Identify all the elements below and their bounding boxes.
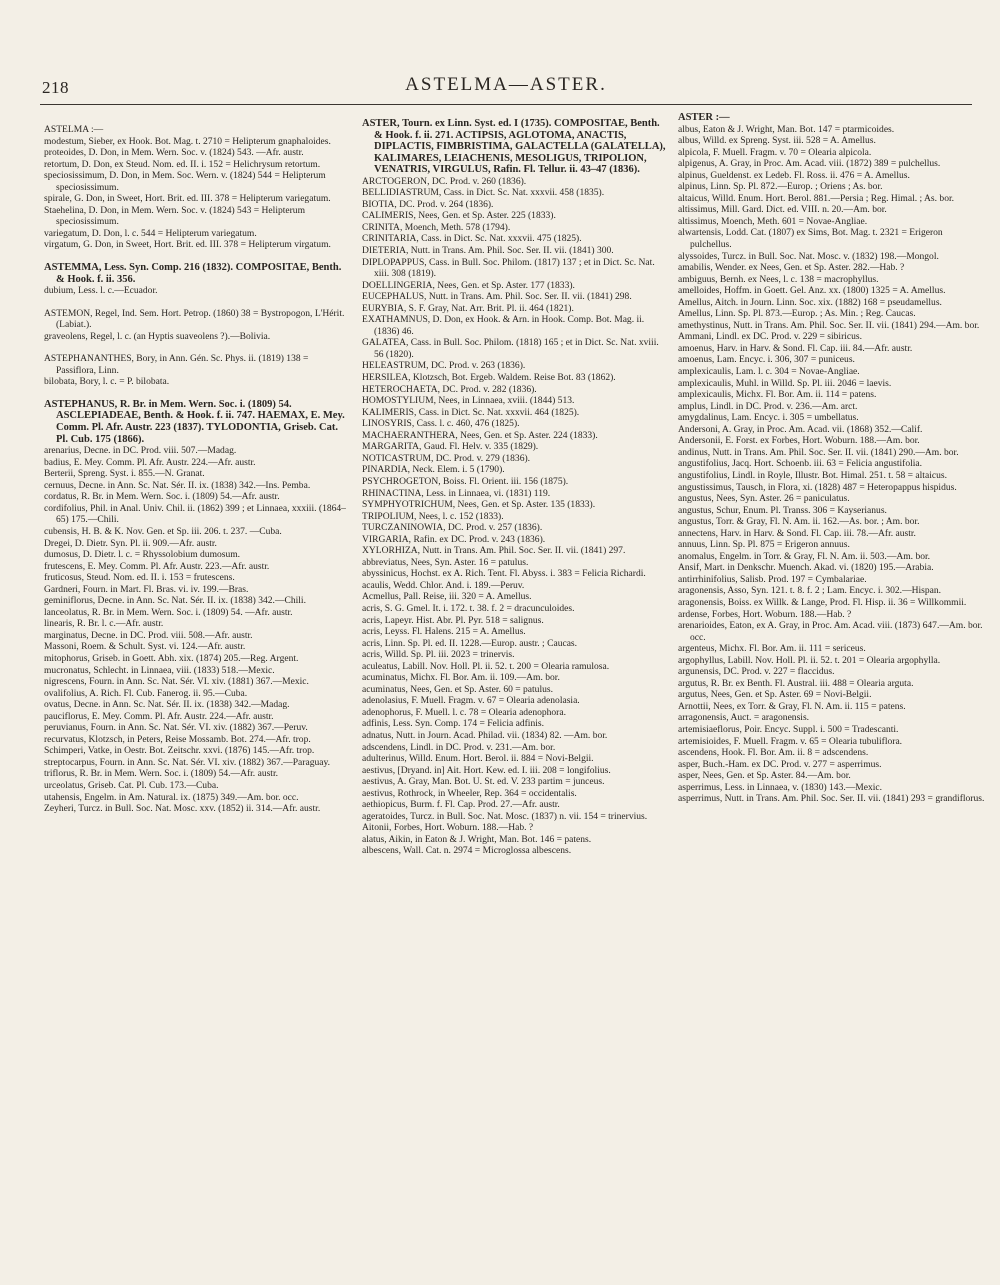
entry: RHINACTINA, Less. in Linnaea, vi. (1831) 119. [362,487,551,499]
entry: artemisiaeflorus, Poir. Encyc. Suppl. i. 500 = Tradescanti. [678,723,899,735]
entry: ascendens, Hook. Fl. Bor. Am. ii. 8 = adscendens. [678,747,869,759]
entry: aethiopicus, Burm. f. Fl. Cap. Prod. 27.—Afr. austr. [362,799,560,811]
entry: Ansif, Mart. in Denkschr. Muench. Akad. vi. (1820) 195.—Arabia. [678,562,934,574]
entry: acris, Lapeyr. Hist. Abr. Pl. Pyr. 518 = salignus. [362,614,544,626]
entry: KALIMERIS, Cass. in Dict. Sc. Nat. xxxvii. 464 (1825). [362,406,580,418]
entry: altaicus, Willd. Enum. Hort. Berol. 881.—Persia ; Reg. Himal. ; As. bor. [678,192,955,204]
entry: ambiguus, Bernh. ex Nees, l. c. 138 = macrophyllus. [678,273,879,285]
entry: ARCTOGERON, DC. Prod. v. 260 (1836). [362,175,527,187]
entry: angustus, Schur, Enum. Pl. Transs. 306 = Kayserianus. [678,504,887,516]
entry: Acmellus, Pall. Reise, iii. 320 = A. Amellus. [362,591,532,603]
entry: bilobata, Bory, l. c. = P. bilobata. [44,376,170,388]
entry: anomalus, Engelm. in Torr. & Gray, Fl. N. Am. ii. 503.—Am. bor. [678,550,931,562]
entry: Andersonii, E. Forst. ex Forbes, Hort. Woburn. 188.—Am. bor. [678,435,920,447]
entry: Zeyheri, Turcz. in Bull. Soc. Nat. Mosc. xxv. (1852) ii. 314.—Afr. austr. [44,803,321,815]
entry: amelloides, Hoffm. in Goett. Gel. Anz. xx. (1800) 1325 = A. Amellus. [678,285,946,297]
entry: Aitonii, Forbes, Hort. Woburn. 188.—Hab. ? [362,822,534,834]
entry: dumosus, D. Dietr. l. c. = Rhyssolobium dumosum. [44,549,241,561]
entry: asper, Buch.-Ham. ex DC. Prod. v. 277 = asperrimus. [678,758,882,770]
entry: retortum, D. Don, ex Steud. Nom. ed. II. i. 152 = Helichrysum retortum. [44,158,321,170]
entry: pauciflorus, E. Mey. Comm. Pl. Afr. Austr. 224.—Afr. austr. [44,710,274,722]
entry: argutus, R. Br. ex Benth. Fl. Austral. iii. 488 = Olearia arguta. [678,677,914,689]
entry: modestum, Sieber, ex Hook. Bot. Mag. t. 2710 = Helipterum gnaphaloides. [44,135,331,147]
entry: EURYBIA, S. F. Gray, Nat. Arr. Brit. Pl. ii. 464 (1821). [362,302,574,314]
entry: DIETERIA, Nutt. in Trans. Am. Phil. Soc. Ser. II. vii. (1841) 300. [362,245,614,257]
page-header [40,70,972,105]
entry: Massoni, Roem. & Schult. Syst. vi. 124.—Afr. austr. [44,641,246,653]
entry: Ammani, Lindl. ex DC. Prod. v. 229 = sibiricus. [678,331,863,343]
entry: PSYCHROGETON, Boiss. Fl. Orient. iii. 156 (1875). [362,475,569,487]
entry: angustissimus, Tausch, in Flora, xi. (1828) 487 = Heteropappus hispidus. [678,481,957,493]
entry: adulterinus, Willd. Enum. Hort. Berol. ii. 884 = Novi-Belgii. [362,753,594,765]
entry: abyssinicus, Hochst. ex A. Rich. Tent. Fl. Abyss. i. 383 = Felicia Richardi. [362,568,646,580]
entry: abbreviatus, Nees, Syn. Aster. 16 = patulus. [362,556,529,568]
entry: amabilis, Wender. ex Nees, Gen. et Sp. Aster. 282.—Hab. ? [678,262,905,274]
entry: BIOTIA, DC. Prod. v. 264 (1836). [362,198,494,210]
entry: amplexicaulis, Michx. Fl. Bor. Am. ii. 114 = patens. [678,389,877,401]
entry: artemisioides, F. Muell. Fragm. v. 65 = Olearia tubuliflora. [678,735,903,747]
running-head: ASTELMA—ASTER. [405,74,607,95]
entry: amoenus, Harv. in Harv. & Sond. Fl. Cap. iii. 84.—Afr. austr. [678,342,913,354]
entry: angustifolius, Jacq. Hort. Schoenb. iii. 63 = Felicia angustifolia. [678,458,923,470]
entry: ageratoides, Turcz. in Bull. Soc. Nat. Mosc. (1837) n. vii. 154 = trinervius. [362,810,648,822]
text-column-3 [678,112,986,1222]
paragraph-gap [44,342,350,353]
entry: GALATEA, Cass. in Bull. Soc. Philom. (1818) 165 ; et in Dict. Sc. Nat. xviii. 56 (1820). [362,337,659,360]
entry: dubium, Less. l. c.—Ecuador. [44,285,158,297]
entry: aestivus, A. Gray, Man. Bot. U. St. ed. V. 233 partim = junceus. [362,776,605,788]
entry: marginatus, Decne. in DC. Prod. viii. 508.—Afr. austr. [44,629,253,641]
entry: CRINITA, Moench, Meth. 578 (1794). [362,221,511,233]
text-column-1 [44,124,350,1234]
entry: SYMPHYOTRICHUM, Nees, Gen. et Sp. Aster. 135 (1833). [362,499,596,511]
entry: streptocarpus, Fourn. in Ann. Sc. Nat. Sér. VI. xiv. (1882) 367.—Paraguay. [44,756,331,768]
entry: CALIMERIS, Nees, Gen. et Sp. Aster. 225 (1833). [362,210,556,222]
entry: asperrimus, Less. in Linnaea, v. (1830) 143.—Mexic. [678,781,883,793]
entry: amethystinus, Nutt. in Trans. Am. Phil. Soc. Ser. II. vii. (1841) 294.—Am. bor. [678,319,980,331]
entry: EUCEPHALUS, Nutt. in Trans. Am. Phil. Soc. Ser. II. vii. (1841) 298. [362,291,632,303]
entry: asperrimus, Nutt. in Trans. Am. Phil. Soc. Ser. II. vii. (1841) 293 = grandiflorus. [678,793,985,805]
genus-heading: ASTER, Tourn. ex Linn. Syst. ed. I (1735). COMPOSITAE, Benth. & Hook. f. ii. 271. ACTIPSIS, AGLOTOMA, ANACTIS, DIPLACTIS, FIMBRISTIMA, GALACTELLA (GALATELLA), KALIMARES, LEIACHENIS, MESOLIGUS, TRIPOLION, VENATRIS, VIRGULUS, Rafin. Fl. Tellur. ii. 43–47 (1836). [362,118,666,176]
entry: albus, Willd. ex Spreng. Syst. iii. 528 = A. Amellus. [678,135,876,147]
entry: arenarius, Decne. in DC. Prod. viii. 507.—Madag. [44,445,237,457]
entry: peruvianus, Fourn. in Ann. Sc. Nat. Sér. VI. xiv. (1882) 367.—Peruv. [44,722,308,734]
entry: adscendens, Lindl. in DC. Prod. v. 231.—Am. bor. [362,741,556,753]
entry: angustus, Nees, Syn. Aster. 26 = paniculatus. [678,493,850,505]
entry: MACHAERANTHERA, Nees, Gen. et Sp. Aster. 224 (1833). [362,429,598,441]
entry: amplexicaulis, Lam. l. c. 304 = Novae-Angliae. [678,366,860,378]
entry: amoenus, Lam. Encyc. i. 306, 307 = puniceus. [678,354,855,366]
entry: linearis, R. Br. l. c.—Afr. austr. [44,618,164,630]
entry: virgatum, G. Don, in Sweet, Hort. Brit. ed. III. 378 = Helipterum virgatum. [44,239,331,251]
entry: spirale, G. Don, in Sweet, Hort. Brit. ed. III. 378 = Helipterum variegatum. [44,193,331,205]
entry: speciosissimum, D. Don, in Mem. Soc. Wern. v. (1824) 544 = Helipterum speciosissimum. [44,170,326,193]
genus-heading: ASTEPHANUS, R. Br. in Mem. Wern. Soc. i. (1809) 54. ASCLEPIADEAE, Benth. & Hook. f. ii. 747. HAEMAX, E. Mey. Comm. Pl. Afr. Austr. 223 (1837). TYLODONTIA, Griseb. Cat. Pl. Cub. 175 (1866). [44,398,345,445]
entry: proteoides, D. Don, in Mem. Wern. Soc. v. (1824) 543. —Afr. austr. [44,147,304,159]
entry: cubensis, H. B. & K. Nov. Gen. et Sp. iii. 206. t. 237. —Cuba. [44,525,282,537]
entry: adenophorus, F. Muell. l. c. 78 = Olearia adenophora. [362,706,566,718]
entry: CRINITARIA, Cass. in Dict. Sc. Nat. xxxvii. 475 (1825). [362,233,582,245]
entry: alpinus, Gueldenst. ex Ledeb. Fl. Ross. ii. 476 = A. Amellus. [678,169,910,181]
entry: cordatus, R. Br. in Mem. Wern. Soc. i. (1809) 54.—Afr. austr. [44,491,280,503]
paragraph-gap [44,297,350,308]
entry: amplexicaulis, Muhl. in Willd. Sp. Pl. iii. 2046 = laevis. [678,377,892,389]
entry: asper, Nees, Gen. et Sp. Aster. 84.—Am. bor. [678,770,851,782]
entry: graveolens, Regel, l. c. (an Hyptis suaveolens ?).—Bolivia. [44,330,271,342]
entry: ardense, Forbes, Hort. Woburn. 188.—Hab. ? [678,608,852,620]
entry: VIRGARIA, Rafin. ex DC. Prod. v. 243 (1836). [362,533,546,545]
genus-heading: ASTER :— [678,112,730,123]
entry: acuminatus, Nees, Gen. et Sp. Aster. 60 = patulus. [362,683,553,695]
entry: alwartensis, Lodd. Cat. (1807) ex Sims, Bot. Mag. t. 2321 = Erigeron pulchellus. [678,227,943,251]
entry: EXATHAMNUS, D. Don, ex Hook. & Arn. in Hook. Comp. Bot. Mag. ii. (1836) 46. [362,314,645,337]
entry: adnatus, Nutt. in Journ. Acad. Philad. vii. (1834) 82. —Am. bor. [362,729,608,741]
entry: arragonensis, Auct. = aragonensis. [678,712,810,724]
entry: ovalifolius, A. Rich. Fl. Cub. Fanerog. ii. 95.—Cuba. [44,687,248,699]
entry: TURCZANINOWIA, DC. Prod. v. 257 (1836). [362,522,543,534]
entry: HETEROCHAETA, DC. Prod. v. 282 (1836). [362,383,537,395]
entry: triflorus, R. Br. in Mem. Wern. Soc. i. (1809) 54.—Afr. austr. [44,768,278,780]
entry: mitophorus, Griseb. in Goett. Abh. xix. (1874) 205.—Reg. Argent. [44,652,299,664]
entry: cordifolius, Phil. in Anal. Univ. Chil. ii. (1862) 399 ; et Linnaea, xxxiii. (1864–65) 175.—Chili. [44,502,346,526]
entry: aculeatus, Labill. Nov. Holl. Pl. ii. 52. t. 200 = Olearia ramulosa. [362,660,610,672]
entry: LINOSYRIS, Cass. l. c. 460, 476 (1825). [362,418,520,430]
entry: acaulis, Wedd. Chlor. And. i. 189.—Peruv. [362,579,525,591]
entry: angustus, Torr. & Gray, Fl. N. Am. ii. 162.—As. bor. ; Am. bor. [678,516,920,528]
entry: nigrescens, Fourn. in Ann. Sc. Nat. Sér. VI. xiv. (1881) 367.—Mexic. [44,676,309,688]
entry: ASTEMON, Regel, Ind. Sem. Hort. Petrop. (1860) 38 = Bystropogon, L'Hérit. (Labiat.). [44,307,345,331]
entry: Arnottii, Nees, ex Torr. & Gray, Fl. N. Am. ii. 115 = patens. [678,700,906,712]
entry: Staehelina, D. Don, in Mem. Wern. Soc. v. (1824) 543 = Helipterum speciosissimum. [44,204,306,228]
entry: aestivus, Rothrock, in Wheeler, Rep. 364 = occidentalis. [362,787,577,799]
entry: acris, Leyss. Fl. Halens. 215 = A. Amellus. [362,626,526,638]
entry: ASTELMA :— [44,124,104,135]
entry: mucronatus, Schlecht. in Linnaea, viii. (1833) 518.—Mexic. [44,664,275,676]
entry: TRIPOLIUM, Nees, l. c. 152 (1833). [362,510,504,522]
entry: antirrhinifolius, Salisb. Prod. 197 = Cymbalariae. [678,573,867,585]
entry: lanceolatus, R. Br. in Mem. Wern. Soc. i. (1809) 54. —Afr. austr. [44,606,293,618]
entry: fruticosus, Steud. Nom. ed. II. i. 153 = frutescens. [44,572,235,584]
entry: annectens, Harv. in Harv. & Sond. Fl. Cap. iii. 78.—Afr. austr. [678,527,916,539]
entry: argunensis, DC. Prod. v. 227 = flaccidus. [678,666,835,678]
genus-heading: ASTEMMA, Less. Syn. Comp. 216 (1832). COMPOSITAE, Benth. & Hook. f. ii. 356. [44,262,342,285]
entry: variegatum, D. Don, l. c. 544 = Helipterum variegatum. [44,227,257,239]
entry: acris, Willd. Sp. Pl. iii. 2023 = trinervis. [362,649,515,661]
entry: HERSILEA, Klotzsch, Bot. Ergeb. Waldem. Reise Bot. 83 (1862). [362,372,616,384]
entry: Gardneri, Fourn. in Mart. Fl. Bras. vi. iv. 199.—Bras. [44,583,249,595]
entry: DOELLINGERIA, Nees, Gen. et Sp. Aster. 177 (1833). [362,279,575,291]
entry: cernuus, Decne. in Ann. Sc. Nat. Sér. II. ix. (1838) 342.—Ins. Pemba. [44,479,311,491]
entry: frutescens, E. Mey. Comm. Pl. Afr. Austr. 223.—Afr. austr. [44,560,270,572]
entry: adenolasius, F. Muell. Fragm. v. 67 = Olearia adenolasia. [362,695,580,707]
paragraph-gap [44,251,350,262]
entry: arenarioides, Eaton, ex A. Gray, in Proc. Am. Acad. viii. (1873) 647.—Am. bor. occ. [678,620,983,643]
entry: utahensis, Engelm. in Am. Natural. ix. (1875) 349.—Am. bor. occ. [44,791,299,803]
entry: ovatus, Decne. in Ann. Sc. Nat. Sér. II. ix. (1838) 342.—Madag. [44,699,290,711]
entry: altissimus, Moench, Meth. 601 = Novae-Angliae. [678,215,868,227]
entry: argenteus, Michx. Fl. Bor. Am. ii. 111 = sericeus. [678,643,866,655]
entry: andinus, Nutt. in Trans. Am. Phil. Soc. Ser. II. vii. (1841) 290.—Am. bor. [678,446,959,458]
entry: amygdalinus, Lam. Encyc. i. 305 = umbellatus. [678,412,859,424]
entry: Amellus, Linn. Sp. Pl. 873.—Europ. ; As. Min. ; Reg. Caucas. [678,308,916,320]
entry: aragonensis, Asso, Syn. 121. t. 8. f. 2 ; Lam. Encyc. i. 302.—Hispan. [678,585,942,597]
entry: DIPLOPAPPUS, Cass. in Bull. Soc. Philom. (1817) 137 ; et in Dict. Sc. Nat. xiii. 308 (1819). [362,256,655,280]
entry: alyssoides, Turcz. in Bull. Soc. Nat. Mosc. v. (1832) 198.—Mongol. [678,250,939,262]
entry: NOTICASTRUM, DC. Prod. v. 279 (1836). [362,452,531,464]
page-number: 218 [42,78,69,97]
entry: HELEASTRUM, DC. Prod. v. 263 (1836). [362,360,526,372]
entry: acuminatus, Michx. Fl. Bor. Am. ii. 109.—Am. bor. [362,672,560,684]
entry: Amellus, Aitch. in Journ. Linn. Soc. xix. (1882) 168 = pseudamellus. [678,296,942,308]
entry: badius, E. Mey. Comm. Pl. Afr. Austr. 224.—Afr. austr. [44,456,256,468]
entry: XYLORHIZA, Nutt. in Trans. Am. Phil. Soc. Ser. II. vii. (1841) 297. [362,545,626,557]
entry: alpinus, Linn. Sp. Pl. 872.—Europ. ; Oriens ; As. bor. [678,181,883,193]
entry: altissimus, Mill. Gard. Dict. ed. VIII. n. 20.—Am. bor. [678,204,887,216]
entry: Schimperi, Vatke, in Oestr. Bot. Zeitschr. xxvi. (1876) 145.—Afr. trop. [44,745,315,757]
entry: angustifolius, Lindl. in Royle, Illustr. Bot. Himal. 251. t. 58 = altaicus. [678,469,947,481]
entry: MARGARITA, Gaud. Fl. Helv. v. 335 (1829). [362,441,539,453]
text-column-2 [362,118,668,1228]
entry: ASTEPHANANTHES, Bory, in Ann. Gén. Sc. Phys. ii. (1819) 138 = Passiflora, Linn. [44,353,309,376]
entry: Andersoni, A. Gray, in Proc. Am. Acad. vii. (1868) 352.—Calif. [678,423,923,435]
entry: urceolatus, Griseb. Cat. Pl. Cub. 173.—Cuba. [44,779,219,791]
entry: adfinis, Less. Syn. Comp. 174 = Felicia adfinis. [362,718,544,730]
entry: albus, Eaton & J. Wright, Man. Bot. 147 = ptarmicoides. [678,123,895,135]
entry: albescens, Wall. Cat. n. 2974 = Microglossa albescens. [362,845,572,857]
entry: alatus, Aikin, in Eaton & J. Wright, Man. Bot. 146 = patens. [362,833,592,845]
entry: argophyllus, Labill. Nov. Holl. Pl. ii. 52. t. 201 = Olearia argophylla. [678,654,941,666]
entry: acris, Linn. Sp. Pl. ed. II. 1228.—Europ. austr. ; Caucas. [362,637,578,649]
entry: aestivus, [Dryand. in] Ait. Hort. Kew. ed. I. iii. 208 = longifolius. [362,764,611,776]
entry: recurvatus, Klotzsch, in Peters, Reise Mossamb. Bot. 274.—Afr. trop. [44,733,311,745]
paragraph-gap [44,388,350,399]
entry: alpigenus, A. Gray, in Proc. Am. Acad. viii. (1872) 389 = pulchellus. [678,158,941,170]
entry: alpicola, F. Muell. Fragm. v. 70 = Olearia alpicola. [678,146,872,158]
entry: BELLIDIASTRUM, Cass. in Dict. Sc. Nat. xxxvii. 458 (1835). [362,187,605,199]
entry: geminiflorus, Decne. in Ann. Sc. Nat. Sér. II. ix. (1838) 342.—Chili. [44,595,306,607]
entry: argutus, Nees, Gen. et Sp. Aster. 69 = Novi-Belgii. [678,689,872,701]
entry: acris, S. G. Gmel. It. i. 172. t. 38. f. 2 = dracunculoides. [362,602,575,614]
entry: aragonensis, Boiss. ex Willk. & Lange, Prod. Fl. Hisp. ii. 36 = Willkommii. [678,596,967,608]
entry: PINARDIA, Neck. Elem. i. 5 (1790). [362,464,505,476]
entry: Dregei, D. Dietr. Syn. Pl. ii. 909.—Afr. austr. [44,537,217,549]
entry: Berterii, Spreng. Syst. i. 855.—N. Granat. [44,468,205,480]
entry: annuus, Linn. Sp. Pl. 875 = Erigeron annuus. [678,539,850,551]
entry: amplus, Lindl. in DC. Prod. v. 236.—Am. arct. [678,400,858,412]
entry: HOMOSTYLIUM, Nees, in Linnaea, xviii. (1844) 513. [362,395,575,407]
